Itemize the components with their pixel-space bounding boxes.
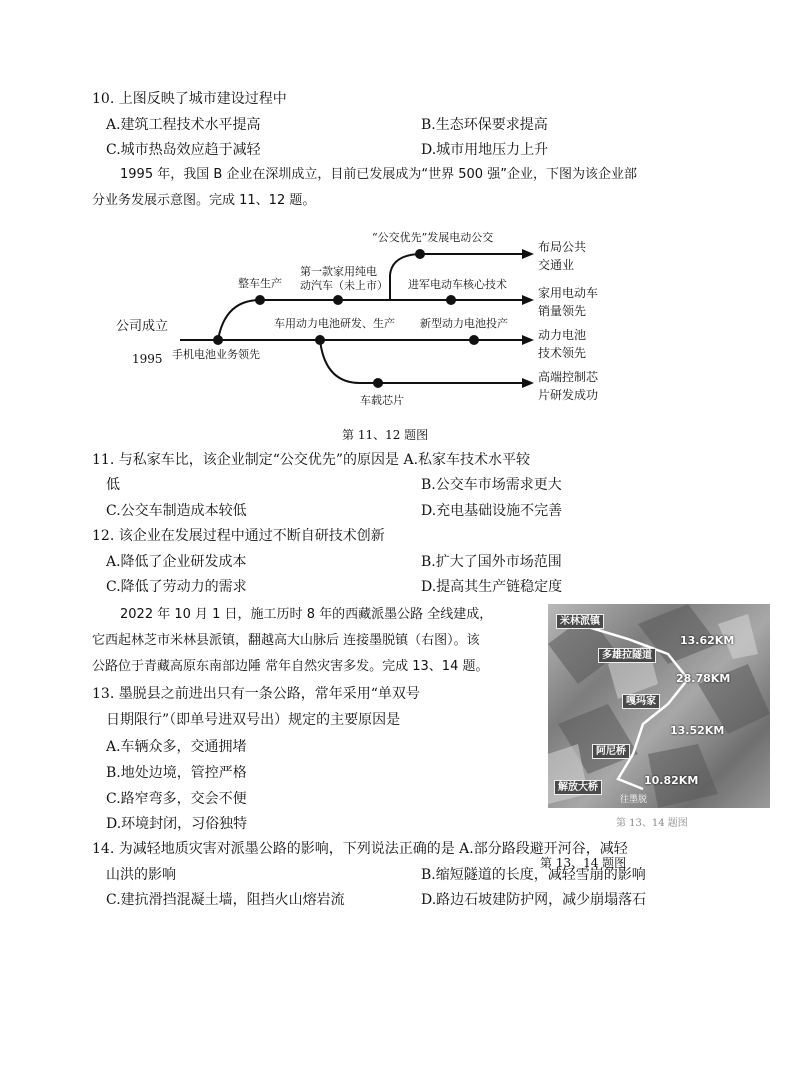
q12-option-b: B.扩大了国外市场范围 [421, 554, 562, 570]
q11-option-c: C.公交车制造成本较低 [106, 503, 247, 519]
q13-option-d: D.环境封闭，习俗独特 [106, 816, 248, 832]
q14-option-d: D.路边石坡建防护网，减少崩塌落石 [421, 892, 647, 908]
label-company-founded: 公司成立 [116, 319, 169, 334]
map-label-jiefang: 解放大桥 [554, 780, 602, 795]
q14-stem: 14. 为减轻地质灾害对派墨公路的影响，下列说法正确的是 A.部分路段避开河谷，减轻 [92, 841, 628, 857]
q12-option-d: D.提高其生产链稳定度 [421, 579, 563, 595]
branch-chip [320, 340, 525, 383]
map-distance-3: 13.52KM [670, 724, 725, 737]
q13-stem-line2: 日期限行”（即单号进双号出）规定的主要原因是 [106, 712, 401, 728]
outcome-home-line2: 销量领先 [538, 304, 587, 318]
arrow-home [522, 295, 534, 305]
label-core-tech: 进军电动车核心技术 [408, 278, 507, 291]
map-distance-2: 28.78KM [676, 672, 731, 685]
label-chip: 车载芯片 [360, 394, 404, 407]
q12-option-a: A.降低了企业研发成本 [106, 554, 247, 570]
q10-option-b: B.生态环保要求提高 [421, 117, 548, 133]
map-distance-4: 10.82KM [644, 774, 699, 787]
node-new-battery [469, 335, 479, 345]
label-bus-priority: “公交优先”发展电动公交 [372, 231, 494, 244]
map-label-duoxiongla: 多雄拉隧道 [598, 648, 656, 663]
arrow-bus [522, 249, 534, 259]
q14-option-b: B.缩短隧道的长度，减轻雪崩的影响 [421, 867, 646, 883]
diagram-caption: 第 11、12 题图 [342, 428, 429, 442]
q10-option-d: D.城市用地压力上升 [421, 142, 549, 158]
map-caption-faint: 第 13、14 题图 [616, 818, 688, 829]
outcome-chip-line2: 片研发成功 [538, 388, 599, 402]
q13-option-b: B.地处边境，管控严格 [106, 765, 247, 781]
q10-option-c: C.城市热岛效应趋于减轻 [106, 142, 261, 158]
map-label-motuo: 往墨脱 [620, 795, 648, 805]
intro-13-14-line3: 公路位于青藏高原东南部边陲 常年自然灾害多发。完成 13、14 题。 [92, 659, 489, 674]
intro-13-14-line2: 它西起林芝市米林县派镇，翻越高大山脉后 连接墨脱镇（右图）。该 [92, 633, 480, 648]
node-first-car [333, 295, 343, 305]
node-vehicle [255, 295, 265, 305]
label-vehicle-production: 整车生产 [238, 277, 282, 290]
arrow-battery [522, 335, 534, 345]
label-battery-lead: 手机电池业务领先 [172, 348, 260, 361]
intro-11-12-line2: 分业务发展示意图。完成 11、12 题。 [92, 193, 316, 208]
map-caption: 第 13、14 题图 [540, 856, 627, 870]
road-map-photo [548, 604, 770, 808]
label-first-car-line2: 动汽车（未上市） [300, 279, 388, 292]
label-year: 1995 [132, 352, 163, 366]
intro-11-12-line1: 1995 年，我国 B 企业在深圳成立，目前已发展成为“世界 500 强”企业，下图为该企业部 [120, 167, 637, 182]
node-chip [373, 378, 383, 388]
map-label-damujia: 嘎玛家 [622, 694, 660, 709]
q11-option-a-cont: 低 [106, 477, 120, 493]
q14-option-a-cont: 山洪的影响 [106, 867, 176, 883]
q13-stem-line1: 13. 墨脱县之前进出只有一条公路，常年采用“单双号 [92, 686, 420, 702]
map-label-aniqiao: 阿尼桥 [592, 744, 630, 759]
q12-option-c: C.降低了劳动力的需求 [106, 579, 247, 595]
q13-option-a: A.车辆众多，交通拥堵 [106, 739, 247, 755]
q13-option-c: C.路窄弯多，交会不便 [106, 791, 247, 807]
outcome-bus-line2: 交通业 [538, 258, 575, 272]
map-label-milin: 米林派镇 [556, 614, 604, 629]
q11-option-b: B.公交车市场需求更大 [421, 477, 562, 493]
label-power-battery-rd: 车用动力电池研发、生产 [274, 317, 395, 330]
q10-stem: 10. 上图反映了城市建设过程中 [92, 91, 287, 107]
q10-option-a: A.建筑工程技术水平提高 [106, 117, 261, 133]
q11-stem: 11. 与私家车比，该企业制定“公交优先”的原因是 A.私家车技术水平较 [92, 452, 531, 468]
outcome-chip-line1: 高端控制芯 [538, 370, 599, 384]
branch-bus [390, 254, 525, 300]
node-bus [415, 249, 425, 259]
node-founded [213, 335, 223, 345]
q14-option-c: C.建抗滑挡混凝土墙，阻挡火山熔岩流 [106, 892, 345, 908]
q12-stem: 12. 该企业在发展过程中通过不断自研技术创新 [92, 528, 385, 544]
outcome-battery-line1: 动力电池 [538, 328, 587, 342]
intro-13-14-line1: 2022 年 10 月 1 日，施工历时 8 年的西藏派墨公路 全线建成， [120, 607, 493, 622]
node-power-battery [315, 335, 325, 345]
outcome-bus-line1: 布局公共 [538, 240, 587, 254]
outcome-battery-line2: 技术领先 [538, 346, 587, 360]
label-first-car-line1: 第一款家用纯电 [300, 265, 377, 278]
outcome-home-line1: 家用电动车 [538, 286, 599, 300]
node-core-tech [446, 295, 456, 305]
map-distance-1: 13.62KM [680, 634, 735, 647]
arrow-chip [522, 378, 534, 388]
q11-option-d: D.充电基础设施不完善 [421, 503, 563, 519]
label-new-battery: 新型动力电池投产 [420, 317, 508, 330]
